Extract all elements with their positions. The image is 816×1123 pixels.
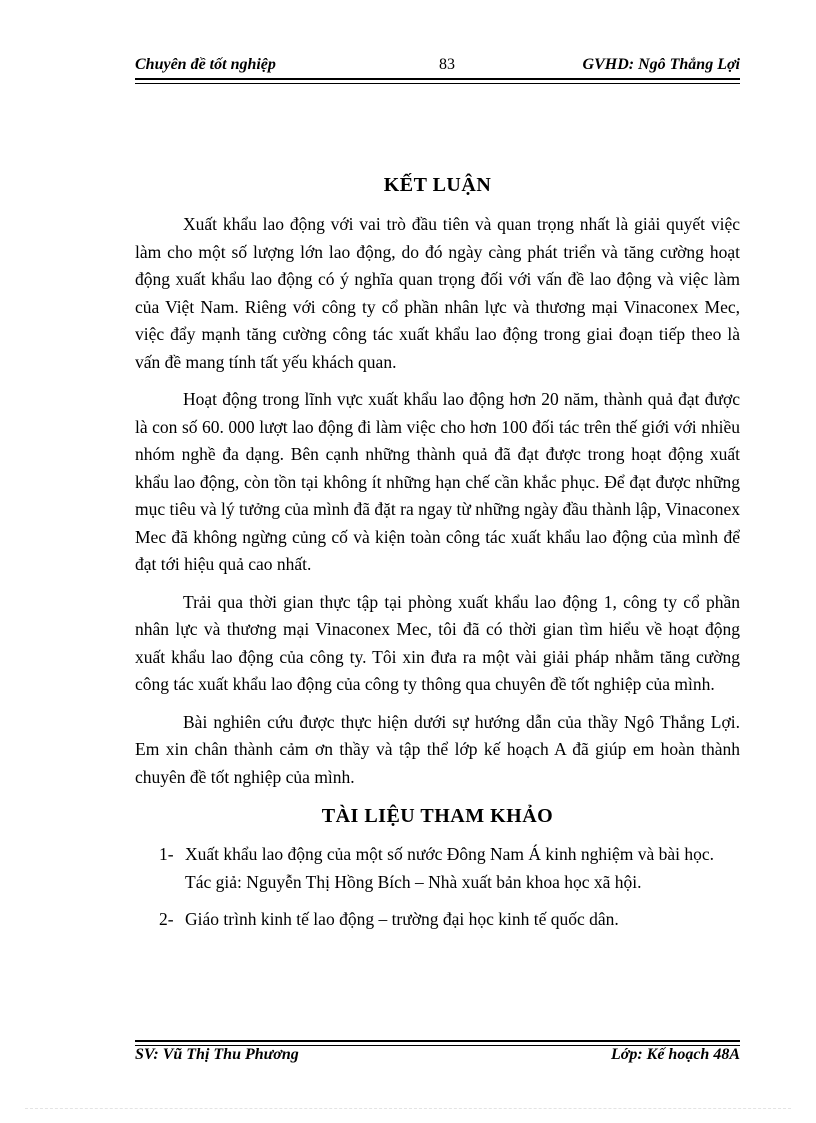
- references-list: [135, 841, 740, 934]
- header-divider: [135, 78, 740, 84]
- reference-text: Xuất khẩu lao động của một số nước Đông Nam Á kinh nghiệm và bài học. Tác giả: Nguyễn Thị Hồng Bích – Nhà xuất bản khoa học xã hội.: [185, 844, 715, 892]
- references-heading: TÀI LIỆU THAM KHẢO: [321, 805, 554, 827]
- page-header: [135, 56, 740, 80]
- page-edge-divider: [25, 1108, 791, 1109]
- footer-student: SV: Vũ Thị Thu Phương: [135, 1046, 299, 1063]
- page-number: 83: [439, 56, 455, 73]
- conclusion-heading: KẾT LUẬN: [383, 174, 492, 196]
- header-document-type: Chuyên đề tốt nghiệp: [135, 56, 276, 73]
- footer-class: Lớp: Kế hoạch 48A: [610, 1046, 740, 1063]
- page-body: [135, 170, 740, 944]
- reference-number: 2-: [159, 909, 174, 929]
- reference-item: [135, 906, 740, 934]
- header-supervisor: GVHD: Ngô Thắng Lợi: [582, 56, 740, 73]
- paragraph-3: Trải qua thời gian thực tập tại phòng xuất khẩu lao động 1, công ty cổ phần nhân lực và thương mại Vinaconex Mec, tôi đã có thời gian tìm hiểu về hoạt động xuất khẩu lao động của công ty. Tôi xin đưa ra một vài giải pháp nhằm tăng cường công tác xuất khẩu lao động của công ty thông qua chuyên đề tốt nghiệp của mình.: [135, 591, 740, 694]
- reference-text: Giáo trình kinh tế lao động – trường đại học kinh tế quốc dân.: [185, 909, 619, 929]
- paragraph-2: Hoạt động trong lĩnh vực xuất khẩu lao động hơn 20 năm, thành quả đạt được là con số 60. 000 lượt lao động đi làm việc cho hơn 100 đối tác trên thế giới với nhiều nhóm nghề đa dạng. Bên cạnh những thành quả đã đạt được trong hoạt động xuất khẩu lao động, còn tồn tại không ít những hạn chế cần khắc phục. Để đạt được những mục tiêu và lý tưởng của mình đã đặt ra ngay từ những ngày đầu thành lập, Vinaconex Mec đã không ngừng củng cố và kiện toàn công tác xuất khẩu lao động của mình để đạt tới hiệu quả cao nhất.: [135, 389, 740, 574]
- page-footer: [135, 1046, 740, 1070]
- reference-item: [135, 841, 740, 896]
- paragraph-1: Xuất khẩu lao động với vai trò đầu tiên và quan trọng nhất là giải quyết việc làm cho một số lượng lớn lao động, do đó ngày càng phát triển và tăng cường hoạt động xuất khẩu lao động có ý nghĩa quan trọng đối với vấn đề lao động và việc làm của Việt Nam. Riêng với công ty cổ phần nhân lực và thương mại Vinaconex Mec, việc đẩy mạnh tăng cường công tác xuất khẩu lao động trong giai đoạn tiếp theo là vấn đề mang tính tất yếu khách quan.: [135, 214, 740, 372]
- paragraph-4: Bài nghiên cứu được thực hiện dưới sự hướng dẫn của thầy Ngô Thắng Lợi. Em xin chân thành cảm ơn thầy và tập thể lớp kế hoạch A đã giúp em hoàn thành chuyên đề tốt nghiệp của mình.: [135, 711, 740, 787]
- reference-number: 1-: [159, 844, 174, 864]
